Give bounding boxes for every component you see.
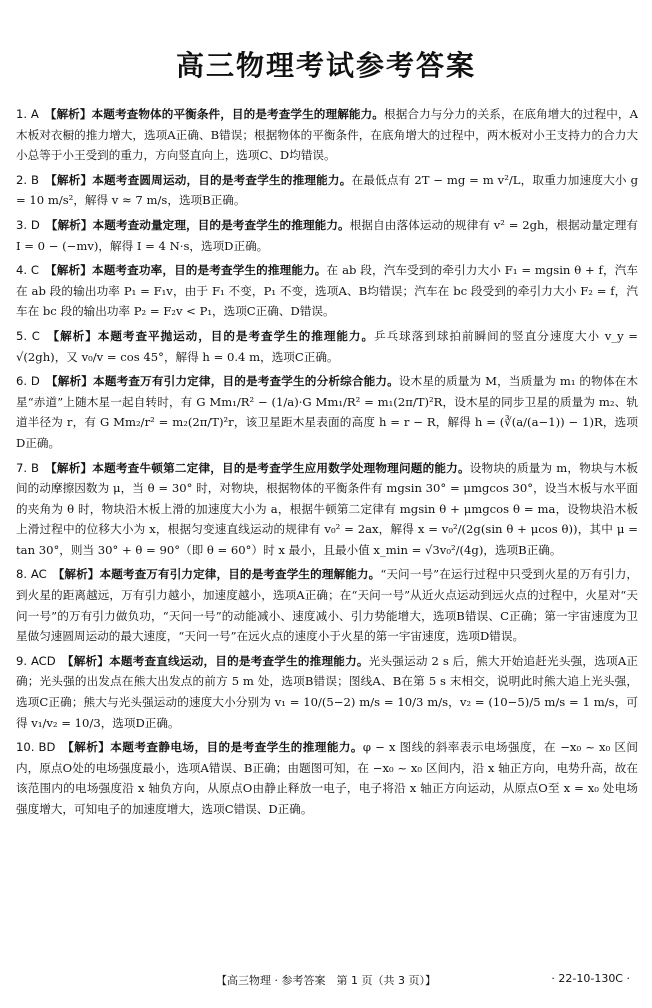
answer-body: 在 ab 段，汽车受到的牵引力大小 F₁ = mgsin θ + f，汽车在 ab 段的输出功率 P₁ = F₁v，由于 F₁ 不变，P₁ 不变，选项A、B均错误；汽车在 bc 段受到的牵引力大小 F₂ = f，汽车在 bc 段的输出功率 P₂ = F₂v < P₁，选项C正确、D错误。 (16, 263, 639, 319)
answer-number: 9. ACD (16, 653, 56, 668)
answer-body: φ − x 图线的斜率表示电场强度，在 −x₀ ~ x₀ 区间内，原点O处的电场强度最小，选项A错误、B正确；由题图可知，在 −x₀ ~ x₀ 区间内，沿 x 轴正方向，电势升高，故在该范围内的电场强度沿 x 轴负方向，从原点O由静止释放一电子，电子将沿 x 轴正方向运动，从原点O至 x = x₀ 处电场强度增大，可知电子的加速度增大，选项C错误、D正确。 (16, 740, 638, 816)
answer-number: 8. AC (16, 567, 47, 582)
answer-body: “天问一号”在运行过程中只受到火星的万有引力，到火星的距离越远，万有引力越小，加速度越小，选项A正确；在“天问一号”从近火点运动到远火点的过程中，火星对“天问一号”的万有引力做负功，“天问一号”的动能减小、速度减小、引力势能增大，选项B错误、C正确；第一宇宙速度为卫星做匀速圆周运动的最大速度，“天问一号”在远火点的速度小于火星的第一宇宙速度，选项D错误。 (16, 567, 639, 644)
answer-tag: 【解析】本题考查圆周运动，目的是考查学生的推理能力。 (50, 172, 352, 187)
answer-item (16, 260, 638, 322)
page-title: 高三物理考试参考答案 (175, 49, 476, 82)
answer-number: 4. C (16, 263, 39, 278)
answer-item (16, 326, 638, 367)
footer-page-info: 【高三物理 · 参考答案 第 1 页（共 3 页）】 (216, 974, 436, 987)
answer-number: 5. C (16, 328, 40, 343)
answer-tag: 【解析】本题考查平抛运动，目的是考查学生的推理能力。 (53, 328, 375, 343)
answer-body: 根据自由落体运动的规律有 v² = 2gh，根据动量定理有 I = 0 − (−mv)，解得 I = 4 N·s，选项D正确。 (16, 217, 639, 253)
answer-item (16, 170, 638, 211)
answer-body: 光头强运动 2 s 后，熊大开始追赶光头强，选项A正确；光头强的出发点在熊大出发点的前方 5 m 处，选项B错误；图线A、B在第 5 s 末相交，说明此时熊大追上光头强，选项C正确；熊大与光头强运动的速度大小分别为 v₁ = 10/(5−2) m/s = 10/3 m/s，v₂ = (10−5)/5 m/s = 1 m/s，可得 v₁/v₂ = 10/3，选项D正确。 (16, 653, 638, 730)
answer-tag: 【解析】本题考查万有引力定律，目的是考查学生的理解能力。 (58, 567, 381, 582)
answer-tag: 【解析】本题考查牛顿第二定律，目的是考查学生应用数学处理物理问题的能力。 (50, 460, 470, 475)
answer-tag: 【解析】本题考查静电场，目的是考查学生的推理能力。 (67, 740, 363, 755)
answer-tag: 【解析】本题考查万有引力定律，目的是考查学生的分析综合能力。 (51, 374, 399, 389)
answer-number: 7. B (16, 460, 39, 475)
answer-item (16, 371, 638, 453)
answer-tag: 【解析】本题考查动量定理，目的是考查学生的推理能力。 (51, 217, 350, 232)
answer-body: 设物块的质量为 m，物块与木板间的动摩擦因数为 μ，当 θ = 30° 时，对物块，根据物体的平衡条件有 mgsin 30° = μmgcos 30°，设当木板与水平面的夹角为 θ 时，物块沿木板上滑的加速度大小为 a，根据牛顿第二定律有 mgsin θ + μmgcos θ = ma，设物块沿木板上滑过程中的位移大小为 x，根据匀变速直线运动的规律有 v₀² = 2ax，解得 x = v₀²/(2g(sin θ + μcos θ))，其中 μ = tan 30°，则当 30° + θ = 90°（即 θ = 60°）时 x 最小，且最小值 x_min = √3v₀²/(4g)，选项B正确。 (16, 460, 638, 557)
answer-item (16, 104, 638, 166)
footer-code: · 22-10-130C · (551, 972, 630, 985)
answer-tag: 【解析】本题考查物体的平衡条件，目的是考查学生的理解能力。 (50, 107, 384, 121)
answer-body: 在最低点有 2T − mg = m v²/L，取重力加速度大小 g = 10 m/s²，解得 v ≈ 7 m/s，选项B正确。 (16, 172, 639, 208)
answer-number: 2. B (16, 172, 39, 187)
answer-tag: 【解析】本题考查功率，目的是考查学生的推理能力。 (50, 263, 327, 278)
answer-item (16, 651, 638, 733)
answer-tag: 【解析】本题考查直线运动，目的是考查学生的推理能力。 (67, 653, 369, 668)
answer-item (16, 564, 638, 646)
answer-item (16, 458, 638, 561)
answer-number: 3. D (16, 217, 40, 232)
answer-item (16, 215, 638, 256)
page-footer (0, 972, 652, 992)
answer-body: 乒乓球落到球拍前瞬间的竖直分速度大小 v_y = √(2gh)，又 v₀/v = cos 45°，解得 h = 0.4 m，选项C正确。 (16, 328, 638, 364)
answer-number: 6. D (16, 374, 40, 389)
answer-number: 1. A (16, 107, 39, 121)
answer-body: 根据合力与分力的关系，在底角增大的过程中，A木板对衣橱的推力增大，选项A正确、B错误；根据物体的平衡条件，在底角增大的过程中，两木板对小王支持力的合力大小总等于小王受到的重力，方向竖直向上，选项C、D均错误。 (16, 107, 638, 163)
answer-list (16, 104, 638, 824)
answer-item (16, 737, 638, 819)
answer-body: 设木星的质量为 M，当质量为 m₁ 的物体在木星“赤道”上随木星一起自转时，有 G Mm₁/R² − (1/a)·G Mm₁/R² = m₁(2π/T)²R，设木星的同步卫星的质量为 m₂、轨道半径为 r，有 G Mm₂/r² = m₂(2π/T)²r，该卫星距木星表面的高度 h = r − R，解得 h = (∛(a/(a−1)) − 1)R，选项D正确。 (16, 374, 638, 450)
answer-number: 10. BD (16, 740, 56, 755)
